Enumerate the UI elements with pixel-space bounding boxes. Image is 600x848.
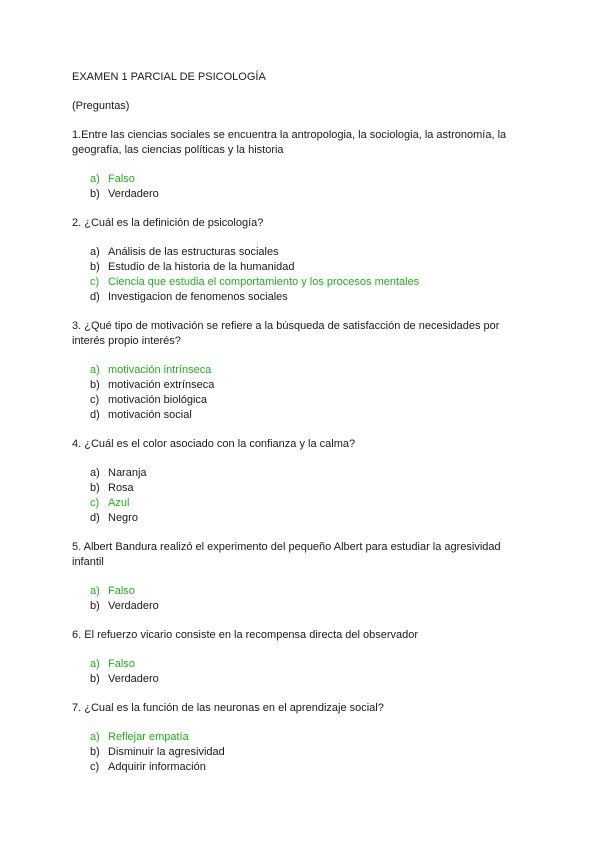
option-text: motivación social — [108, 409, 192, 421]
option-letter: c) — [90, 394, 100, 406]
question-text: 4. ¿Cuál es el color asociado con la confianza y la calma? — [72, 438, 356, 450]
option-text: Verdadero — [108, 673, 159, 685]
option-item — [90, 745, 534, 760]
option-letter: d) — [90, 512, 100, 524]
option-letter: b) — [90, 261, 100, 273]
option-item — [90, 599, 534, 614]
option-item-correct — [90, 657, 534, 672]
option-item — [90, 481, 534, 496]
options-list — [72, 363, 534, 423]
option-letter: a) — [90, 364, 100, 376]
option-letter: a) — [90, 658, 100, 670]
option-item — [90, 393, 534, 408]
document-subtitle: (Preguntas) — [72, 100, 130, 112]
options-list — [72, 466, 534, 526]
option-letter: b) — [90, 673, 100, 685]
question-text: 5. Albert Bandura realizó el experimento del pequeño Albert para estudiar la agresividad infantil — [72, 541, 501, 568]
question-text: 2. ¿Cuál es la definición de psicología? — [72, 217, 264, 229]
option-item-correct — [90, 275, 534, 290]
option-item — [90, 187, 534, 202]
option-letter: b) — [90, 600, 100, 612]
option-item-correct — [90, 363, 534, 378]
option-item — [90, 466, 534, 481]
option-letter: c) — [90, 276, 100, 288]
option-letter: a) — [90, 731, 100, 743]
option-letter: d) — [90, 291, 100, 303]
option-letter: a) — [90, 467, 100, 479]
option-text: Falso — [108, 585, 135, 597]
option-text: Ciencia que estudia el comportamiento y los procesos mentales — [108, 276, 420, 288]
option-text: motivación extrínseca — [108, 379, 215, 391]
question-text: 3. ¿Qué tipo de motivación se refiere a la búsqueda de satisfacción de necesidades por interés propio interés? — [72, 320, 500, 347]
option-item — [90, 245, 534, 260]
option-text: Rosa — [108, 482, 134, 494]
option-letter: a) — [90, 585, 100, 597]
option-item-correct — [90, 584, 534, 599]
options-list — [72, 172, 534, 202]
option-text: Análisis de las estructuras sociales — [108, 246, 279, 258]
exam-document — [72, 70, 534, 789]
option-letter: b) — [90, 188, 100, 200]
question-text: 1.Entre las ciencias sociales se encuentra la antropologia, la sociologia, la astronomía, la geografía, las ciencias políticas y la historia — [72, 129, 507, 156]
option-item-correct — [90, 172, 534, 187]
option-text: Adquirir información — [108, 761, 206, 773]
option-text: Disminuir la agresividad — [108, 746, 225, 758]
option-letter: b) — [90, 746, 100, 758]
options-list — [72, 657, 534, 687]
option-item-correct — [90, 730, 534, 745]
option-item — [90, 260, 534, 275]
option-letter: c) — [90, 761, 100, 773]
questions-list — [72, 128, 534, 775]
option-text: motivación intrínseca — [108, 364, 212, 376]
option-letter: a) — [90, 246, 100, 258]
options-list — [72, 245, 534, 305]
question-text: 7. ¿Cual es la función de las neuronas en el aprendizaje social? — [72, 702, 384, 714]
option-text: Azul — [108, 497, 130, 509]
option-item — [90, 511, 534, 526]
option-item — [90, 760, 534, 775]
option-item — [90, 408, 534, 423]
option-text: Estudio de la historia de la humanidad — [108, 261, 295, 273]
question-text: 6. El refuerzo vicario consiste en la recompensa directa del observador — [72, 629, 419, 641]
option-text: Naranja — [108, 467, 147, 479]
option-text: motivación biológica — [108, 394, 208, 406]
document-title: EXAMEN 1 PARCIAL DE PSICOLOGÍA — [72, 71, 266, 83]
option-item — [90, 290, 534, 305]
option-letter: a) — [90, 173, 100, 185]
option-text: Verdadero — [108, 188, 159, 200]
option-letter: c) — [90, 497, 100, 509]
option-item — [90, 672, 534, 687]
option-item — [90, 378, 534, 393]
option-text: Verdadero — [108, 600, 159, 612]
option-letter: b) — [90, 379, 100, 391]
option-letter: d) — [90, 409, 100, 421]
option-text: Reflejar empatía — [108, 731, 189, 743]
option-text: Negro — [108, 512, 138, 524]
option-text: Falso — [108, 658, 135, 670]
option-text: Falso — [108, 173, 135, 185]
options-list — [72, 730, 534, 775]
option-letter: b) — [90, 482, 100, 494]
option-item-correct — [90, 496, 534, 511]
option-text: Investigacion de fenomenos sociales — [108, 291, 288, 303]
options-list — [72, 584, 534, 614]
